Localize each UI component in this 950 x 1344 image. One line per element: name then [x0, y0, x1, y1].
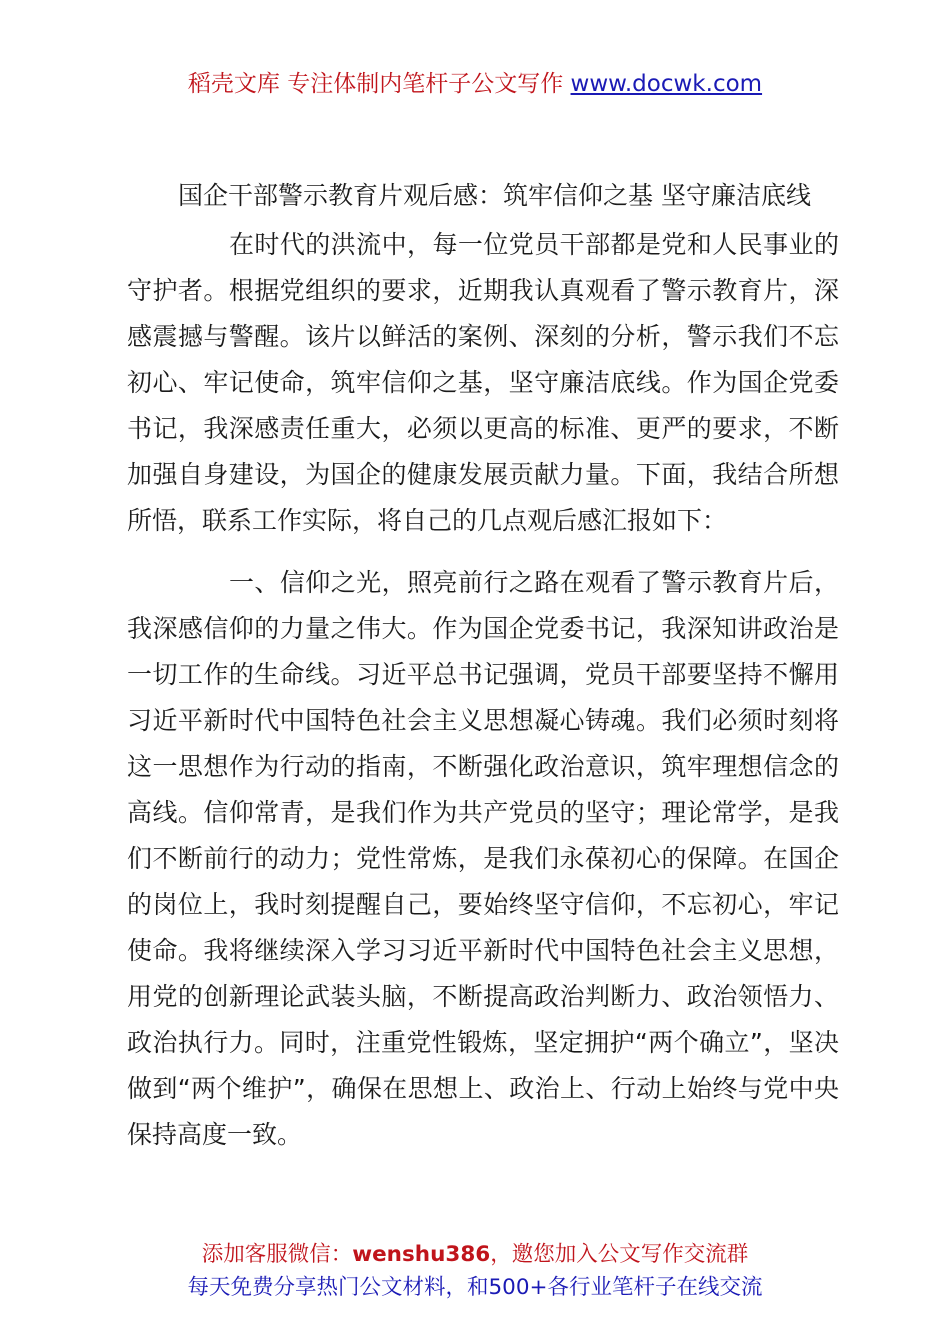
paragraph-intro: 在时代的洪流中，每一位党员干部都是党和人民事业的守护者。根据党组织的要求，近期我认真观看了警示教育片，深感震撼与警醒。该片以鲜活的案例、深刻的分析，警示我们不忘初心、牢记使命，筑牢信仰之基，坚守廉洁底线。作为国企党委书记，我深感责任重大，必须以更高的标准、更严的要求，不断加强自身建设，为国企的健康发展贡献力量。下面，我结合所想所悟，联系工作实际，将自己的几点观后感汇报如下： [127, 230, 839, 535]
page-header [0, 68, 950, 100]
header-brand-text: 稻壳文库 专注体制内笔杆子公文写作 [187, 71, 571, 97]
site-link[interactable]: www.docwk.com [570, 71, 763, 97]
footer-contact-suffix: ，邀您加入公文写作交流群 [490, 1242, 749, 1267]
footer-promo-line: 每天免费分享热门公文材料，和500+各行业笔杆子在线交流 [187, 1275, 763, 1300]
paragraph-section-1: 一、信仰之光，照亮前行之路在观看了警示教育片后，我深感信仰的力量之伟大。作为国企党委书记，我深知讲政治是一切工作的生命线。习近平总书记强调，党员干部要坚持不懈用习近平新时代中国特色社会主义思想凝心铸魂。我们必须时刻将这一思想作为行动的指南，不断强化政治意识，筑牢理想信念的高线。信仰常青，是我们作为共产党员的坚守；理论常学，是我们不断前行的动力；党性常炼，是我们永葆初心的保障。在国企的岗位上，我时刻提醒自己，要始终坚守信仰，不忘初心，牢记使命。我将继续深入学习习近平新时代中国特色社会主义思想，用党的创新理论武装头脑，不断提高政治判断力、政治领悟力、政治执行力。同时，注重党性锻炼，坚定拥护“两个确立”，坚决做到“两个维护”，确保在思想上、政治上、行动上始终与党中央保持高度一致。 [127, 568, 839, 1149]
page-footer [0, 1238, 950, 1304]
footer-wechat-id: wenshu386 [352, 1242, 491, 1267]
document-body [127, 222, 839, 1158]
footer-contact-line [0, 1238, 950, 1271]
footer-contact-prefix: 添加客服微信： [201, 1242, 353, 1267]
document-title: 国企干部警示教育片观后感：筑牢信仰之基 坚守廉洁底线 [178, 181, 811, 210]
